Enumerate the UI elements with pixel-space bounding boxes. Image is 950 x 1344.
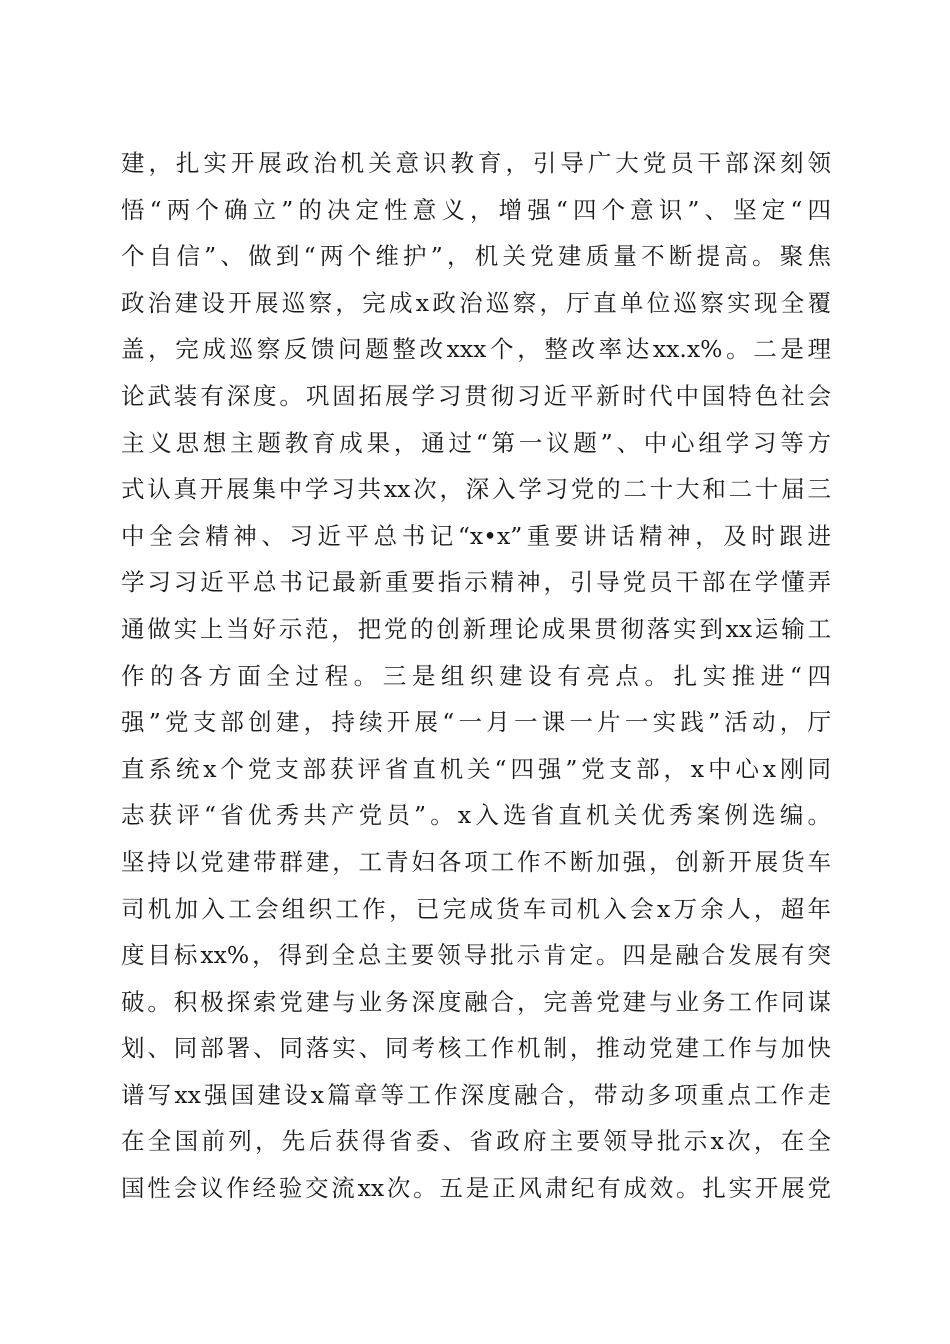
text-line-7: 主义思想主题教育成果，通过“第一议题”、中心组学习等方 bbox=[121, 428, 831, 457]
text-line-1: 建，扎实开展政治机关意识教育，引导广大党员干部深刻领 bbox=[121, 149, 831, 177]
text-line-14: 直系统x个党支部获评省直机关“四强”党支部，x中心x刚同 bbox=[121, 754, 831, 783]
text-line-23: 国性会议作经验交流xx次。五是正风肃纪有成效。扎实开展党 bbox=[121, 1174, 831, 1203]
text-line-16: 坚持以党建带群建，工青妇各项工作不断加强，创新开展货车 bbox=[121, 847, 831, 876]
text-line-15: 志获评“省优秀共产党员”。x入选省直机关优秀案例选编。 bbox=[121, 801, 831, 830]
text-line-22: 在全国前列，先后获得省委、省政府主要领导批示x次，在全 bbox=[121, 1127, 831, 1156]
body-paragraph bbox=[121, 140, 831, 1212]
text-line-3: 个自信”、做到“两个维护”，机关党建质量不断提高。聚焦 bbox=[121, 242, 831, 271]
text-line-17: 司机加入工会组织工作，已完成货车司机入会x万余人，超年 bbox=[121, 894, 831, 923]
text-line-2: 悟“两个确立”的决定性意义，增强“四个意识”、坚定“四 bbox=[121, 195, 831, 224]
text-line-8: 式认真开展集中学习共xx次，深入学习党的二十大和二十届三 bbox=[121, 475, 831, 504]
text-line-5: 盖，完成巡察反馈问题整改xxx个，整改率达xx.x%。二是理 bbox=[121, 335, 831, 364]
text-line-9: 中全会精神、习近平总书记“x•x”重要讲话精神，及时跟进 bbox=[121, 521, 831, 550]
text-line-19: 破。积极探索党建与业务深度融合，完善党建与业务工作同谋 bbox=[121, 987, 831, 1016]
text-line-20: 划、同部署、同落实、同考核工作机制，推动党建工作与加快 bbox=[121, 1034, 831, 1063]
text-line-12: 作的各方面全过程。三是组织建设有亮点。扎实推进“四 bbox=[121, 661, 831, 690]
text-line-4: 政治建设开展巡察，完成x政治巡察，厅直单位巡察实现全覆 bbox=[121, 288, 831, 317]
text-line-6: 论武装有深度。巩固拓展学习贯彻习近平新时代中国特色社会 bbox=[121, 381, 831, 410]
text-line-11: 通做实上当好示范，把党的创新理论成果贯彻落实到xx运输工 bbox=[121, 614, 831, 643]
text-line-10: 学习习近平总书记最新重要指示精神，引导党员干部在学懂弄 bbox=[121, 568, 831, 597]
text-line-13: 强”党支部创建，持续开展“一月一课一片一实践”活动，厅 bbox=[121, 708, 831, 737]
text-line-21: 谱写xx强国建设x篇章等工作深度融合，带动多项重点工作走 bbox=[121, 1080, 831, 1109]
text-line-18: 度目标xx%，得到全总主要领导批示肯定。四是融合发展有突 bbox=[121, 941, 831, 970]
